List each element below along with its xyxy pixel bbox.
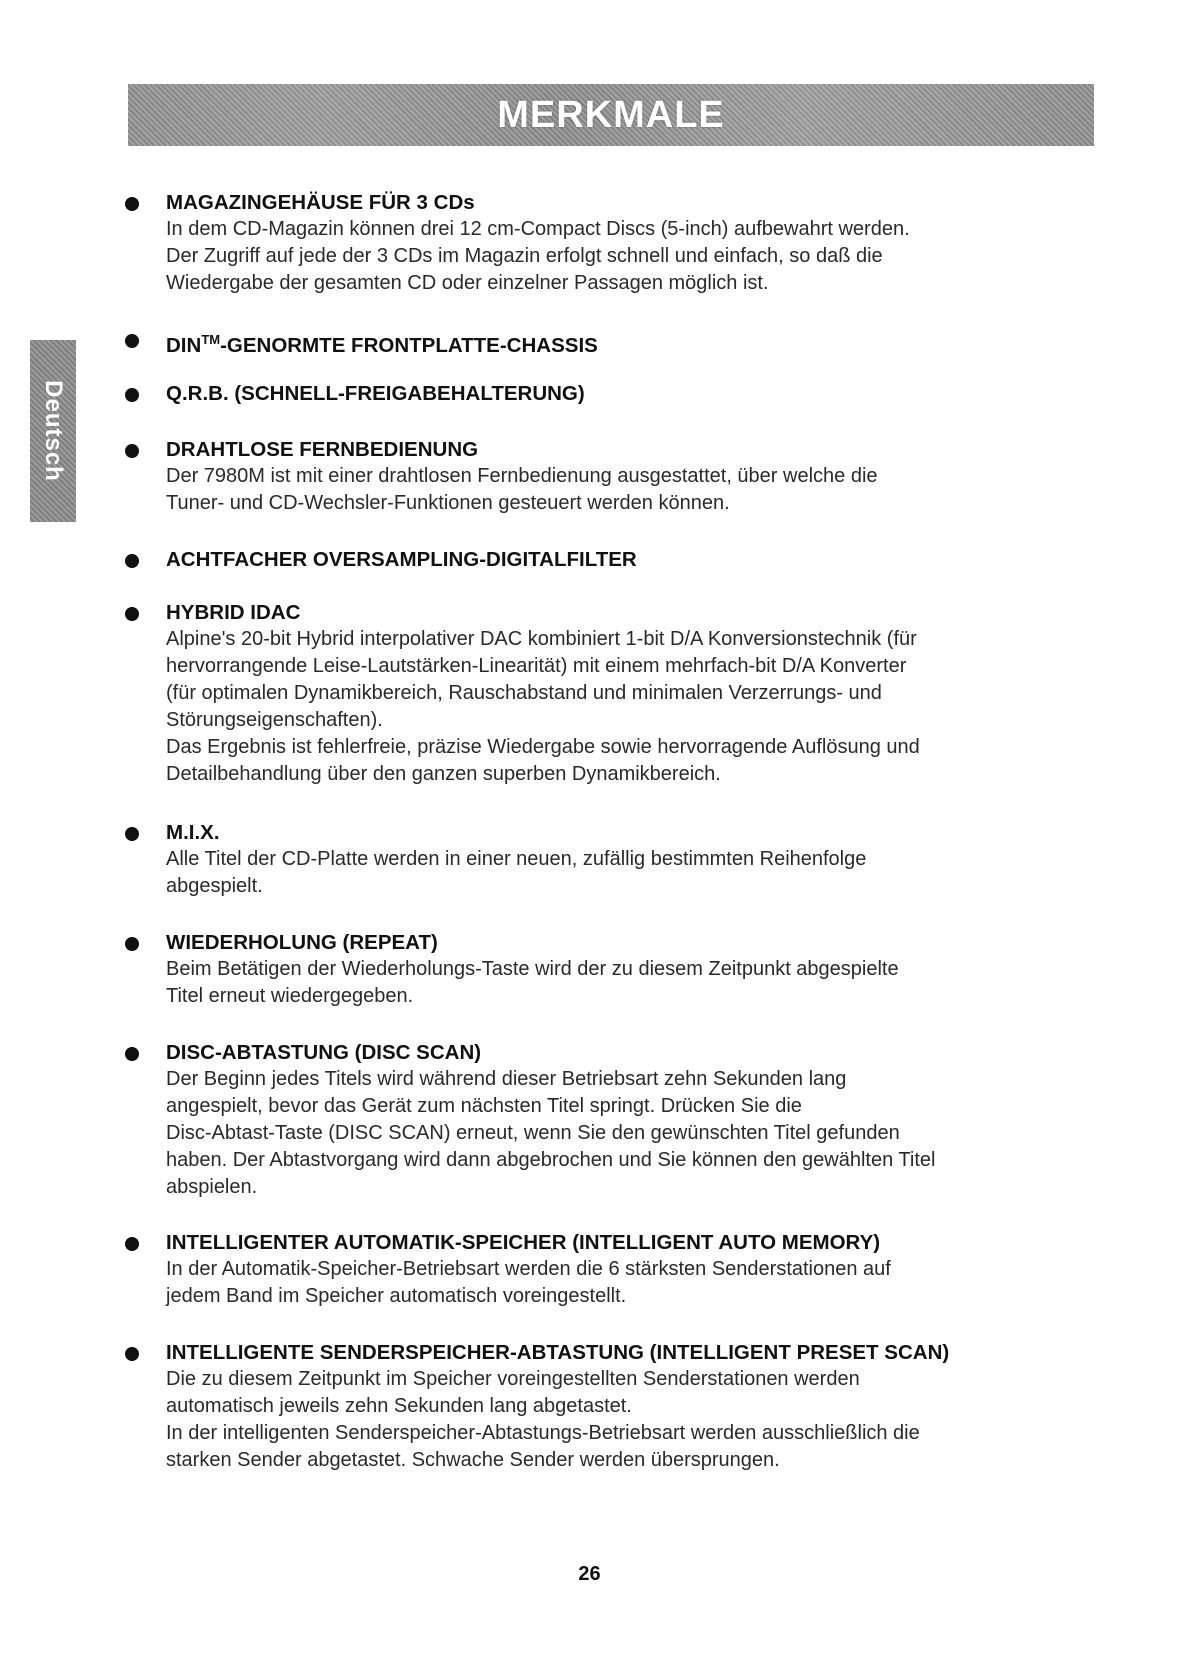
feature-line: jedem Band im Speicher automatisch voreingestellt. [166,1285,627,1307]
feature-line: haben. Der Abtastvorgang wird dann abgebrochen und Sie können den gewählten Titel [166,1149,936,1171]
feature-item-mix [125,820,1085,900]
feature-line: Der 7980M ist mit einer drahtlosen Fernbedienung ausgestattet, über welche die [166,465,878,487]
feature-title: INTELLIGENTER AUTOMATIK-SPEICHER (INTELLIGENT AUTO MEMORY) [166,1231,881,1254]
feature-title: DRAHTLOSE FERNBEDIENUNG [166,438,479,461]
feature-title: MAGAZINGEHÄUSE FÜR 3 CDs [166,191,475,214]
feature-line: In der intelligenten Senderspeicher-Abtastungs-Betriebsart werden ausschließlich die [166,1422,920,1444]
feature-title: HYBRID IDAC [166,601,301,624]
feature-item-preset-scan [125,1340,1085,1474]
feature-item-repeat [125,930,1085,1010]
feature-title: ACHTFACHER OVERSAMPLING-DIGITALFILTER [166,548,637,571]
feature-line: Alpine's 20-bit Hybrid interpolativer DAC kombiniert 1-bit D/A Konversionstechnik (für [166,628,917,650]
feature-item-oversampling-filter [125,547,1085,573]
feature-line: hervorrangende Leise-Lautstärken-Linearität) mit einem mehrfach-bit D/A Konverter [166,655,907,677]
feature-item-din-chassis [125,327,1085,359]
feature-line: Disc-Abtast-Taste (DISC SCAN) erneut, wenn Sie den gewünschten Titel gefunden [166,1122,900,1144]
feature-line: Der Zugriff auf jede der 3 CDs im Magazin erfolgt schnell und einfach, so daß die [166,245,883,267]
feature-item-3cd-magazine [125,190,1085,297]
feature-title: M.I.X. [166,821,220,844]
bullet-icon [125,937,139,951]
bullet-icon [125,1047,139,1061]
feature-title-prefix: DIN [166,333,202,357]
feature-line: (für optimalen Dynamikbereich, Rauschabstand und minimalen Verzerrungs- und [166,682,882,704]
feature-line: In dem CD-Magazin können drei 12 cm-Compact Discs (5-inch) aufbewahrt werden. [166,218,910,240]
bullet-icon [125,334,139,348]
feature-title: INTELLIGENTE SENDERSPEICHER-ABTASTUNG (INTELLIGENT PRESET SCAN) [166,1341,950,1364]
feature-title: WIEDERHOLUNG (REPEAT) [166,931,438,954]
feature-line: Wiedergabe der gesamten CD oder einzelner Passagen möglich ist. [166,272,769,294]
feature-line: Das Ergebnis ist fehlerfreie, präzise Wiedergabe sowie hervorragende Auflösung und [166,736,920,758]
feature-line: Beim Betätigen der Wiederholungs-Taste wird der zu diesem Zeitpunkt abgespielte [166,958,899,980]
bullet-icon [125,197,139,211]
bullet-icon [125,554,139,568]
bullet-icon [125,1347,139,1361]
feature-line: Tuner- und CD-Wechsler-Funktionen gesteuert werden können. [166,492,730,514]
feature-item-qrb [125,381,1085,407]
feature-line: angespielt, bevor das Gerät zum nächsten Titel springt. Drücken Sie die [166,1095,802,1117]
feature-line: abgespielt. [166,875,263,897]
bullet-icon [125,827,139,841]
feature-line: abspielen. [166,1176,258,1198]
feature-line: starken Sender abgetastet. Schwache Sender werden übersprungen. [166,1449,780,1471]
feature-line: Der Beginn jedes Titels wird während dieser Betriebsart zehn Sekunden lang [166,1068,847,1090]
feature-item-remote-control [125,437,1085,517]
bullet-icon [125,1237,139,1251]
bullet-icon [125,607,139,621]
feature-title [166,327,1085,359]
language-tab-label: Deutsch [40,380,67,482]
feature-item-disc-scan [125,1040,1085,1201]
feature-line: Titel erneut wiedergegeben. [166,985,414,1007]
bullet-icon [125,388,139,402]
feature-title: Q.R.B. (SCHNELL-FREIGABEHALTERUNG) [166,382,585,405]
bullet-icon [125,444,139,458]
page-title: MERKMALE [497,93,725,136]
trademark-superscript: TM [201,332,221,347]
page-number: 26 [578,1563,601,1585]
feature-item-hybrid-idac [125,600,1085,788]
feature-line: automatisch jeweils zehn Sekunden lang abgetastet. [166,1395,632,1417]
feature-line: Detailbehandlung über den ganzen superben Dynamikbereich. [166,763,721,785]
section-banner [128,84,1094,146]
language-tab [30,340,76,522]
feature-title: DISC-ABTASTUNG (DISC SCAN) [166,1041,482,1064]
feature-line: In der Automatik-Speicher-Betriebsart werden die 6 stärksten Senderstationen auf [166,1258,891,1280]
feature-line: Störungseigenschaften). [166,709,383,731]
feature-item-auto-memory [125,1230,1085,1310]
feature-line: Die zu diesem Zeitpunkt im Speicher voreingestellten Senderstationen werden [166,1368,860,1390]
feature-line: Alle Titel der CD-Platte werden in einer neuen, zufällig bestimmten Reihenfolge [166,848,867,870]
feature-title-suffix: -GENORMTE FRONTPLATTE-CHASSIS [220,333,598,357]
